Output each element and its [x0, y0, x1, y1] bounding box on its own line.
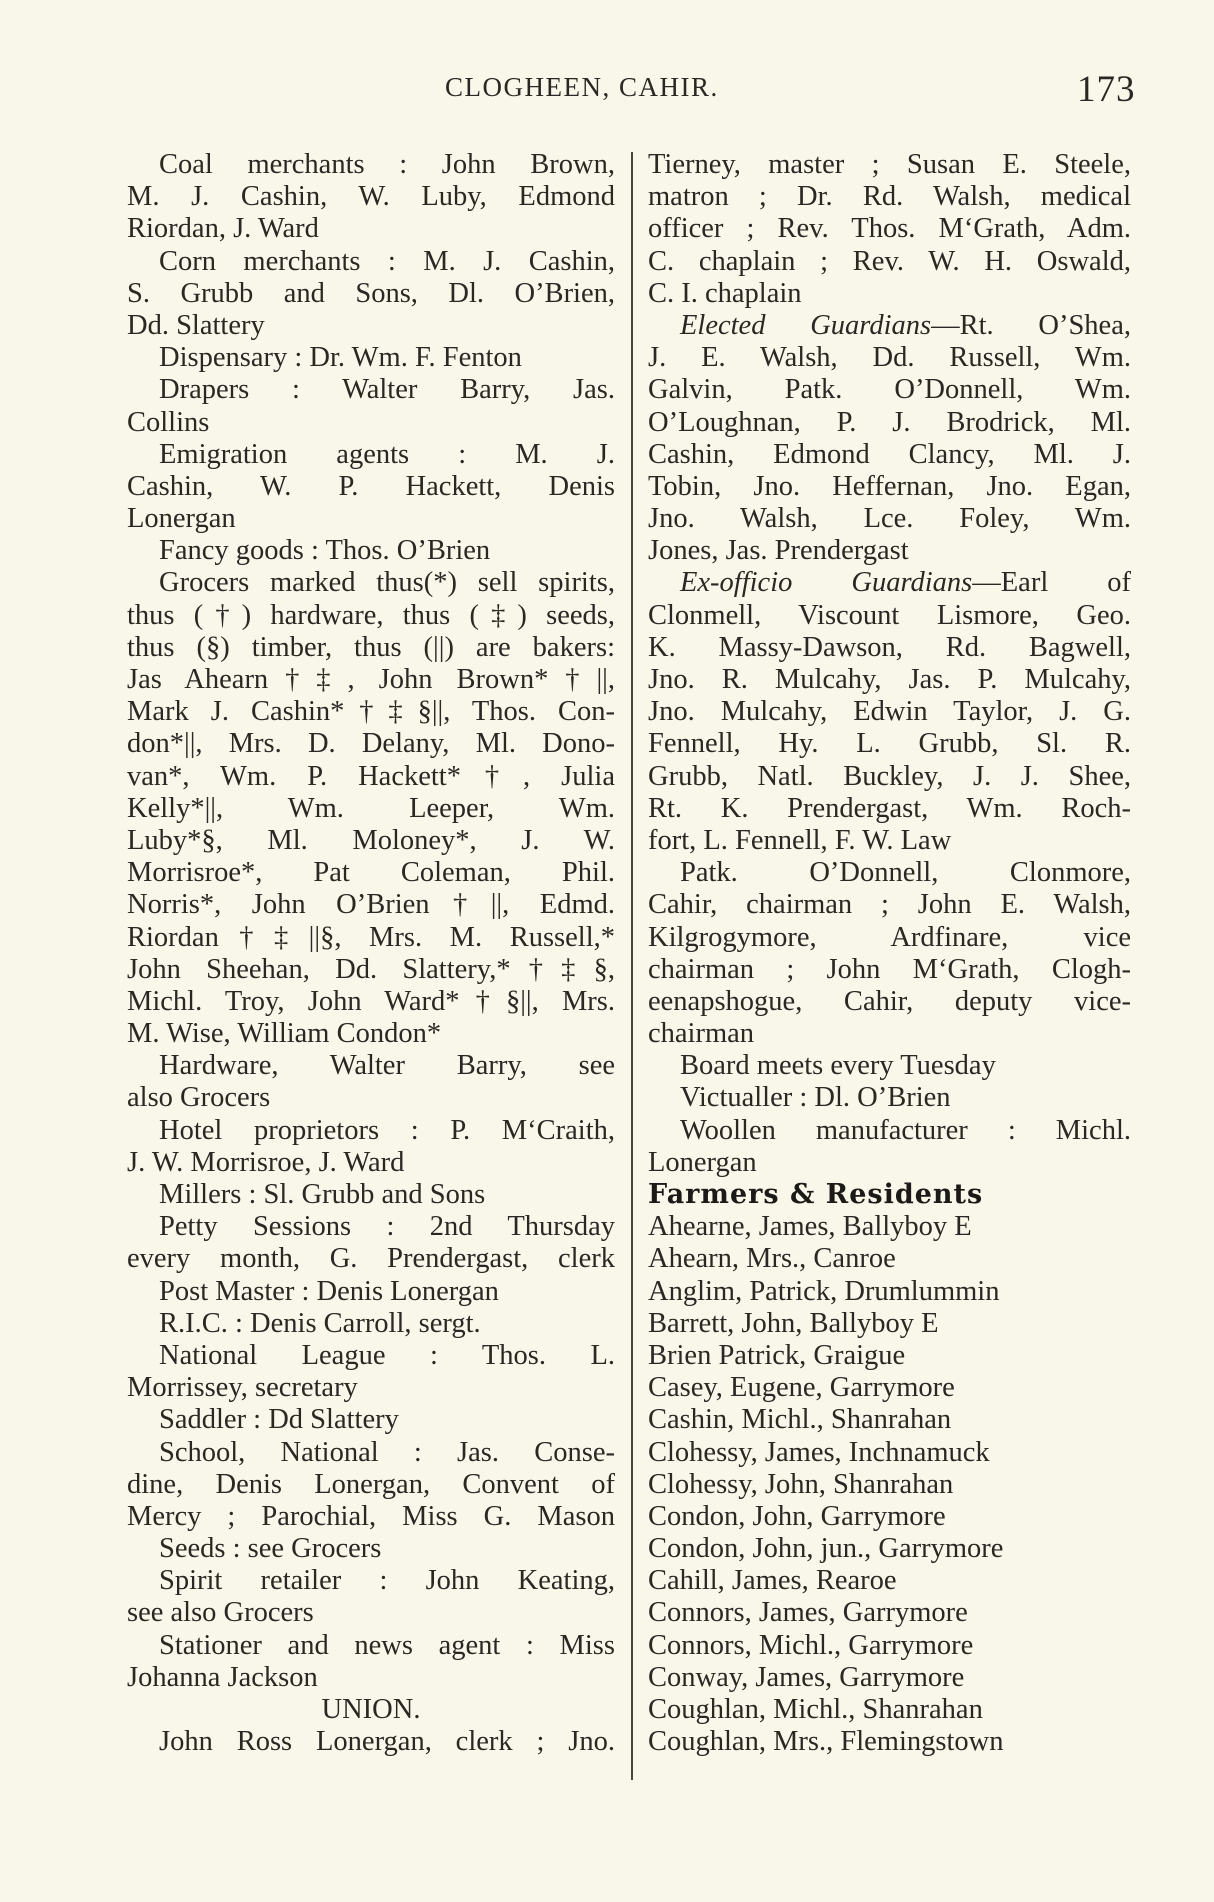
text-line: Emigration agents : M. J. — [159, 438, 615, 470]
text-line: J. W. Morrisroe, J. Ward — [127, 1146, 405, 1178]
text-line: Coughlan, Mrs., Flemingstown — [648, 1726, 1004, 1758]
text-line: John Ross Lonergan, clerk ; Jno. — [159, 1726, 615, 1758]
italic-lead: Elected Guardians — [680, 309, 932, 341]
text-line: Corn merchants : M. J. Cashin, — [159, 245, 615, 277]
text-line: thus (†) hardware, thus (‡) seeds, — [127, 599, 615, 631]
text-line: Barrett, John, Ballyboy E — [648, 1307, 939, 1339]
text-line: John Sheehan, Dd. Slattery,*†‡§, — [127, 953, 615, 985]
text-line: Jno. Walsh, Lce. Foley, Wm. — [648, 503, 1131, 535]
text-line: Lonergan — [127, 503, 236, 535]
italic-lead: Ex-officio Guardians — [680, 567, 973, 599]
right-column — [648, 149, 1131, 1758]
text-line: Morrisroe*, Pat Coleman, Phil. — [127, 857, 615, 889]
text-line: J. E. Walsh, Dd. Russell, Wm. — [648, 342, 1131, 374]
text-line: Rt. K. Prendergast, Wm. Roch- — [648, 792, 1131, 824]
text-line: also Grocers — [127, 1082, 271, 1114]
text-line: Dispensary : Dr. Wm. F. Fenton — [159, 342, 522, 374]
text-line: Saddler : Dd Slattery — [159, 1404, 399, 1436]
text-line: thus (§) timber, thus (||) are bakers: — [127, 631, 615, 663]
left-column — [127, 149, 615, 1758]
text-line: Board meets every Tuesday — [680, 1050, 996, 1082]
text-line — [648, 567, 1131, 599]
section-heading: Farmers & Residents — [648, 1179, 984, 1210]
text-line: Jno. R. Mulcahy, Jas. P. Mulcahy, — [648, 664, 1131, 695]
text-line: Cashin, Michl., Shanrahan — [648, 1404, 952, 1436]
text-line: eenapshogue, Cahir, deputy vice- — [648, 985, 1131, 1017]
page-number: 173 — [1077, 69, 1136, 110]
text-line: Post Master : Denis Lonergan — [159, 1275, 499, 1307]
text-line: Connors, James, Garrymore — [648, 1597, 968, 1629]
text-line: Mark J. Cashin*†‡§||, Thos. Con- — [127, 696, 615, 728]
text-line: K. Massy-Dawson, Rd. Bagwell, — [648, 631, 1131, 663]
text-line: matron ; Dr. Rd. Walsh, medical — [648, 181, 1131, 213]
text-line: Mercy ; Parochial, Miss G. Mason — [127, 1500, 615, 1532]
text-line: Grocers marked thus(*) sell spirits, — [159, 567, 615, 599]
text-line: every month, G. Prendergast, clerk — [127, 1243, 615, 1275]
text-line: Clohessy, John, Shanrahan — [648, 1468, 954, 1500]
text-line: Millers : Sl. Grubb and Sons — [159, 1179, 486, 1210]
text-line: O’Loughnan, P. J. Brodrick, Ml. — [648, 406, 1131, 438]
text-line: Kilgrogymore, Ardfinare, vice — [648, 921, 1131, 953]
text-line: Connors, Michl., Garrymore — [648, 1629, 974, 1661]
text-line: Brien Patrick, Graigue — [648, 1339, 906, 1371]
text-line: Tierney, master ; Susan E. Steele, — [648, 149, 1131, 180]
text-line: Cashin, Edmond Clancy, Ml. J. — [648, 438, 1131, 470]
text-line: Kelly*||, Wm. Leeper, Wm. — [127, 792, 615, 824]
text-line: Coughlan, Michl., Shanrahan — [648, 1694, 983, 1725]
text-line: Jones, Jas. Prendergast — [648, 535, 909, 567]
text-line: Cahir, chairman ; John E. Walsh, — [648, 889, 1131, 921]
text-line: don*||, Mrs. D. Delany, Ml. Dono- — [127, 728, 615, 760]
line-text: —Earl of — [972, 567, 1131, 599]
text-line: Ahearne, James, Ballyboy E — [648, 1211, 972, 1243]
text-line: Johanna Jackson — [127, 1661, 318, 1693]
text-line: Tobin, Jno. Heffernan, Jno. Egan, — [648, 470, 1131, 502]
text-line: R.I.C. : Denis Carroll, sergt. — [159, 1307, 481, 1339]
text-line: Jas Ahearn†‡, John Brown*†||, — [127, 664, 615, 695]
text-line: Clonmell, Viscount Lismore, Geo. — [648, 599, 1131, 631]
section-title: UNION. — [321, 1694, 421, 1725]
text-line: Cashin, W. P. Hackett, Denis — [127, 470, 615, 502]
text-line: Condon, John, Garrymore — [648, 1500, 946, 1532]
text-line: Grubb, Natl. Buckley, J. J. Shee, — [648, 760, 1131, 792]
text-line: Norris*, John O’Brien†||, Edmd. — [127, 889, 615, 921]
text-line: Cahill, James, Rearoe — [648, 1565, 897, 1597]
running-title: CLOGHEEN, CAHIR. — [445, 72, 719, 102]
text-line: M. Wise, William Condon* — [127, 1018, 442, 1050]
text-line: Conway, James, Garrymore — [648, 1661, 965, 1693]
text-line: Dd. Slattery — [127, 309, 265, 341]
text-line: Galvin, Patk. O’Donnell, Wm. — [648, 374, 1131, 406]
text-line: Clohessy, James, Inchnamuck — [648, 1436, 990, 1468]
text-line: Coal merchants : John Brown, — [159, 149, 615, 180]
text-line: Hotel proprietors : P. M‘Craith, — [159, 1114, 615, 1146]
text-line: Woollen manufacturer : Michl. — [680, 1114, 1131, 1146]
text-line: fort, L. Fennell, F. W. Law — [648, 824, 952, 856]
text-line: Patk. O’Donnell, Clonmore, — [680, 857, 1131, 889]
text-line: chairman ; John M‘Grath, Clogh- — [648, 953, 1131, 985]
text-line: Anglim, Patrick, Drumlummin — [648, 1275, 1000, 1307]
text-line: C. chaplain ; Rev. W. H. Oswald, — [648, 245, 1131, 277]
text-line: Collins — [127, 406, 210, 438]
text-line: Riordan, J. Ward — [127, 213, 319, 245]
text-line: Lonergan — [648, 1146, 757, 1178]
text-line: Riordan†‡||§, Mrs. M. Russell,* — [127, 921, 615, 953]
text-line: Jno. Mulcahy, Edwin Taylor, J. G. — [648, 696, 1131, 728]
text-line: Ahearn, Mrs., Canroe — [648, 1243, 896, 1275]
line-text: —Rt. O’Shea, — [931, 309, 1131, 341]
text-line: S. Grubb and Sons, Dl. O’Brien, — [127, 277, 615, 309]
text-line: School, National : Jas. Conse- — [159, 1436, 615, 1468]
text-line: Seeds : see Grocers — [159, 1533, 382, 1565]
text-line: Spirit retailer : John Keating, — [159, 1565, 615, 1597]
text-line: chairman — [648, 1018, 755, 1050]
column-divider — [631, 152, 633, 1780]
text-line: Casey, Eugene, Garrymore — [648, 1372, 955, 1404]
text-line: Fancy goods : Thos. O’Brien — [159, 535, 491, 567]
text-line: van*, Wm. P. Hackett*†, Julia — [127, 760, 615, 792]
text-line: Petty Sessions : 2nd Thursday — [159, 1211, 615, 1243]
text-line: C. I. chaplain — [648, 277, 802, 309]
text-line: dine, Denis Lonergan, Convent of — [127, 1468, 615, 1500]
text-line — [648, 310, 1131, 342]
text-line: officer ; Rev. Thos. M‘Grath, Adm. — [648, 213, 1131, 245]
text-line: see also Grocers — [127, 1597, 314, 1629]
page-header — [0, 69, 1214, 112]
text-line: Fennell, Hy. L. Grubb, Sl. R. — [648, 728, 1131, 760]
text-line: Drapers : Walter Barry, Jas. — [159, 374, 615, 406]
text-line: Luby*§, Ml. Moloney*, J. W. — [127, 824, 615, 856]
text-line: National League : Thos. L. — [159, 1339, 615, 1371]
text-line: Hardware, Walter Barry, see — [159, 1050, 615, 1082]
text-line: Stationer and news agent : Miss — [159, 1629, 615, 1661]
text-line: Michl. Troy, John Ward*†§||, Mrs. — [127, 985, 615, 1017]
text-line: Condon, John, jun., Garrymore — [648, 1533, 1004, 1565]
text-line: Morrissey, secretary — [127, 1372, 358, 1404]
text-line: Victualler : Dl. O’Brien — [680, 1082, 951, 1114]
text-line: M. J. Cashin, W. Luby, Edmond — [127, 181, 615, 213]
